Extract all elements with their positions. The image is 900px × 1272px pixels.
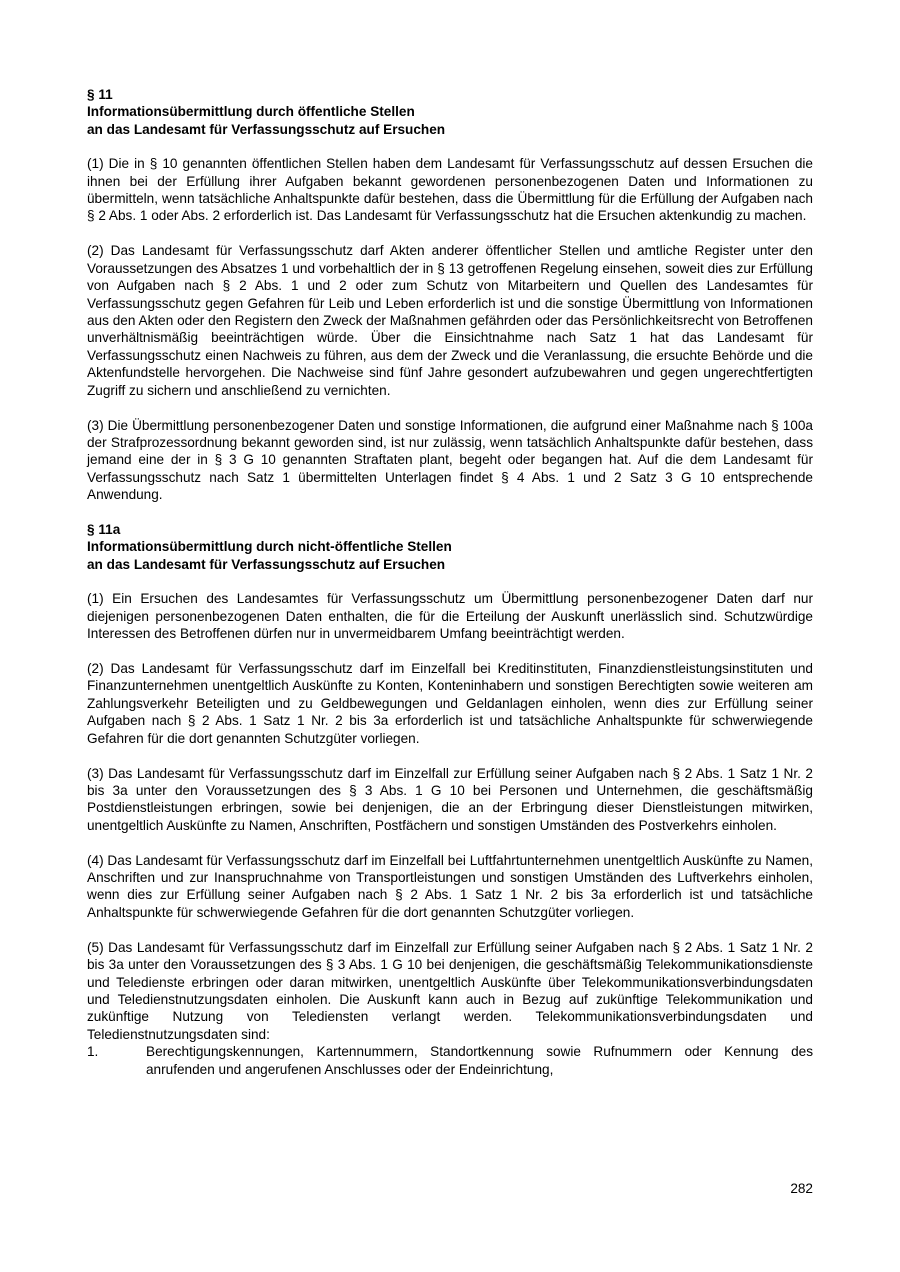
paragraph: (2) Das Landesamt für Verfassungsschutz darf Akten anderer öffentlicher Stellen und amtliche Register unter den Voraussetzungen des Absatzes 1 und vorbehaltlich der in § 13 getroffenen Regelung einsehen, soweit dies zur Erfüllung von Aufgaben nach § 2 Abs. 1 und 2 oder zum Schutz von Mitarbeitern und Quellen des Landesamtes für Verfassungsschutz gegen Gefahren für Leib und Leben erforderlich ist und die sonstige Übermittlung von Informationen aus den Akten oder den Registern den Zweck der Maßnahmen gefährden oder das Persönlichkeitsrecht von Betroffenen unverhältnismäßig beeinträchtigen würde. Über die Einsichtnahme nach Satz 1 hat das Landesamt für Verfassungsschutz einen Nachweis zu führen, aus dem der Zweck und die Veranlassung, die ersuchte Behörde und die Aktenfundstelle hervorgehen. Die Nachweise sind fünf Jahre gesondert aufzubewahren und gegen ungerechtfertigten Zugriff zu sichern und anschließend zu vernichten.	[87, 243, 813, 398]
paragraph: (1) Die in § 10 genannten öffentlichen Stellen haben dem Landesamt für Verfassungsschutz auf dessen Ersuchen die ihnen bei der Erfüllung ihrer Aufgaben bekannt gewordenen personenbezogenen Daten und Informationen zu übermitteln, wenn tatsächliche Anhaltspunkte dafür bestehen, dass die Übermittlung für die Erfüllung der Aufgaben nach § 2 Abs. 1 oder Abs. 2 erforderlich ist. Das Landesamt für Verfassungsschutz hat die Ersuchen aktenkundig zu machen.	[87, 156, 813, 224]
paragraph: (5) Das Landesamt für Verfassungsschutz darf im Einzelfall zur Erfüllung seiner Aufgaben nach § 2 Abs. 1 Satz 1 Nr. 2 bis 3a unter den Voraussetzungen des § 3 Abs. 1 G 10 bei denjenigen, die geschäftsmäßig Telekommunikationsdienste und Teledienste erbringen oder daran mitwirken, unentgeltlich Auskünfte über Telekommunikationsverbindungsdaten und Teledienstnutzungsdaten einholen. Die Auskunft kann auch in Bezug auf zukünftige Telekommunikation und zukünftige Nutzung von Telediensten verlangt werden. Telekommunikationsverbindungsdaten und Teledienstnutzungsdaten sind:	[87, 939, 813, 1042]
paragraph: (1) Ein Ersuchen des Landesamtes für Verfassungsschutz um Übermittlung personenbezogener Daten darf nur diejenigen personenbezogenen Daten enthalten, die für die Erteilung der Auskunft unerlässlich sind. Schutzwürdige Interessen des Betroffenen dürfen nur in unvermeidbarem Umfang beeinträchtigt werden.	[87, 591, 813, 642]
section-number: § 11	[87, 87, 113, 102]
paragraph: (3) Das Landesamt für Verfassungsschutz darf im Einzelfall zur Erfüllung seiner Aufgaben nach § 2 Abs. 1 Satz 1 Nr. 2 bis 3a unter den Voraussetzungen des § 3 Abs. 1 G 10 bei Personen und Unternehmen, die geschäftsmäßig Postdienstleistungen erbringen, sowie bei denjenigen, die an der Erbringung dieser Dienstleistungen mitwirken, unentgeltlich Auskünfte zu Namen, Anschriften, Postfächern und sonstigen Umständen des Postverkehrs einholen.	[87, 765, 813, 833]
paragraph: (4) Das Landesamt für Verfassungsschutz darf im Einzelfall bei Luftfahrtunternehmen unentgeltlich Auskünfte zu Namen, Anschriften und zur Inanspruchnahme von Transportleistungen und sonstigen Umständen des Luftverkehrs einholen, wenn dies zur Erfüllung seiner Aufgaben nach § 2 Abs. 1 Satz 1 Nr. 2 bis 3a erforderlich ist und tatsächliche Anhaltspunkte für schwerwiegende Gefahren für die dort genannten Schutzgüter vorliegen.	[87, 852, 813, 920]
section-11a-heading	[87, 521, 813, 573]
paragraph: (3) Die Übermittlung personenbezogener Daten und sonstige Informationen, die aufgrund einer Maßnahme nach § 100a der Strafprozessordnung bekannt geworden sind, ist nur zulässig, wenn tatsächlich Anhaltspunkte dafür bestehen, dass jemand eine der in § 3 G 10 genannten Straftaten plant, begeht oder begangen hat. Auf die dem Landesamt für Verfassungsschutz nach Satz 1 übermittelten Unterlagen findet § 4 Abs. 1 und 2 Satz 3 G 10 entsprechende Anwendung.	[87, 417, 813, 503]
section-11-heading	[87, 86, 813, 138]
document-page	[87, 86, 813, 1078]
section-title-line: Informationsübermittlung durch nicht-öffentliche Stellen	[87, 539, 452, 555]
section-title-line: Informationsübermittlung durch öffentliche Stellen	[87, 104, 415, 120]
section-title-line: an das Landesamt für Verfassungsschutz auf Ersuchen	[87, 121, 446, 137]
section-title-line: an das Landesamt für Verfassungsschutz auf Ersuchen	[87, 556, 446, 572]
list-item-text: Berechtigungskennungen, Kartennummern, Standortkennung sowie Rufnummern oder Kennung des anrufenden und angerufenen Anschlusses oder der Endeinrichtung,	[146, 1044, 813, 1077]
section-number: § 11a	[87, 522, 121, 538]
list-item	[87, 1043, 813, 1078]
list-item-number: 1.	[87, 1044, 99, 1060]
paragraph: (2) Das Landesamt für Verfassungsschutz darf im Einzelfall bei Kreditinstituten, Finanzdienstleistungsinstituten und Finanzunternehmen unentgeltlich Auskünfte zu Konten, Konteninhabern und sonstigen Berechtigten sowie weiteren am Zahlungsverkehr Beteiligten und zu Geldbewegungen und Geldanlagen einholen, wenn dies zur Erfüllung seiner Aufgaben nach § 2 Abs. 1 Satz 1 Nr. 2 bis 3a erforderlich ist und tatsächliche Anhaltspunkte für schwerwiegende Gefahren für die dort genannten Schutzgüter vorliegen.	[87, 660, 813, 746]
page-number: 282	[790, 1181, 813, 1196]
